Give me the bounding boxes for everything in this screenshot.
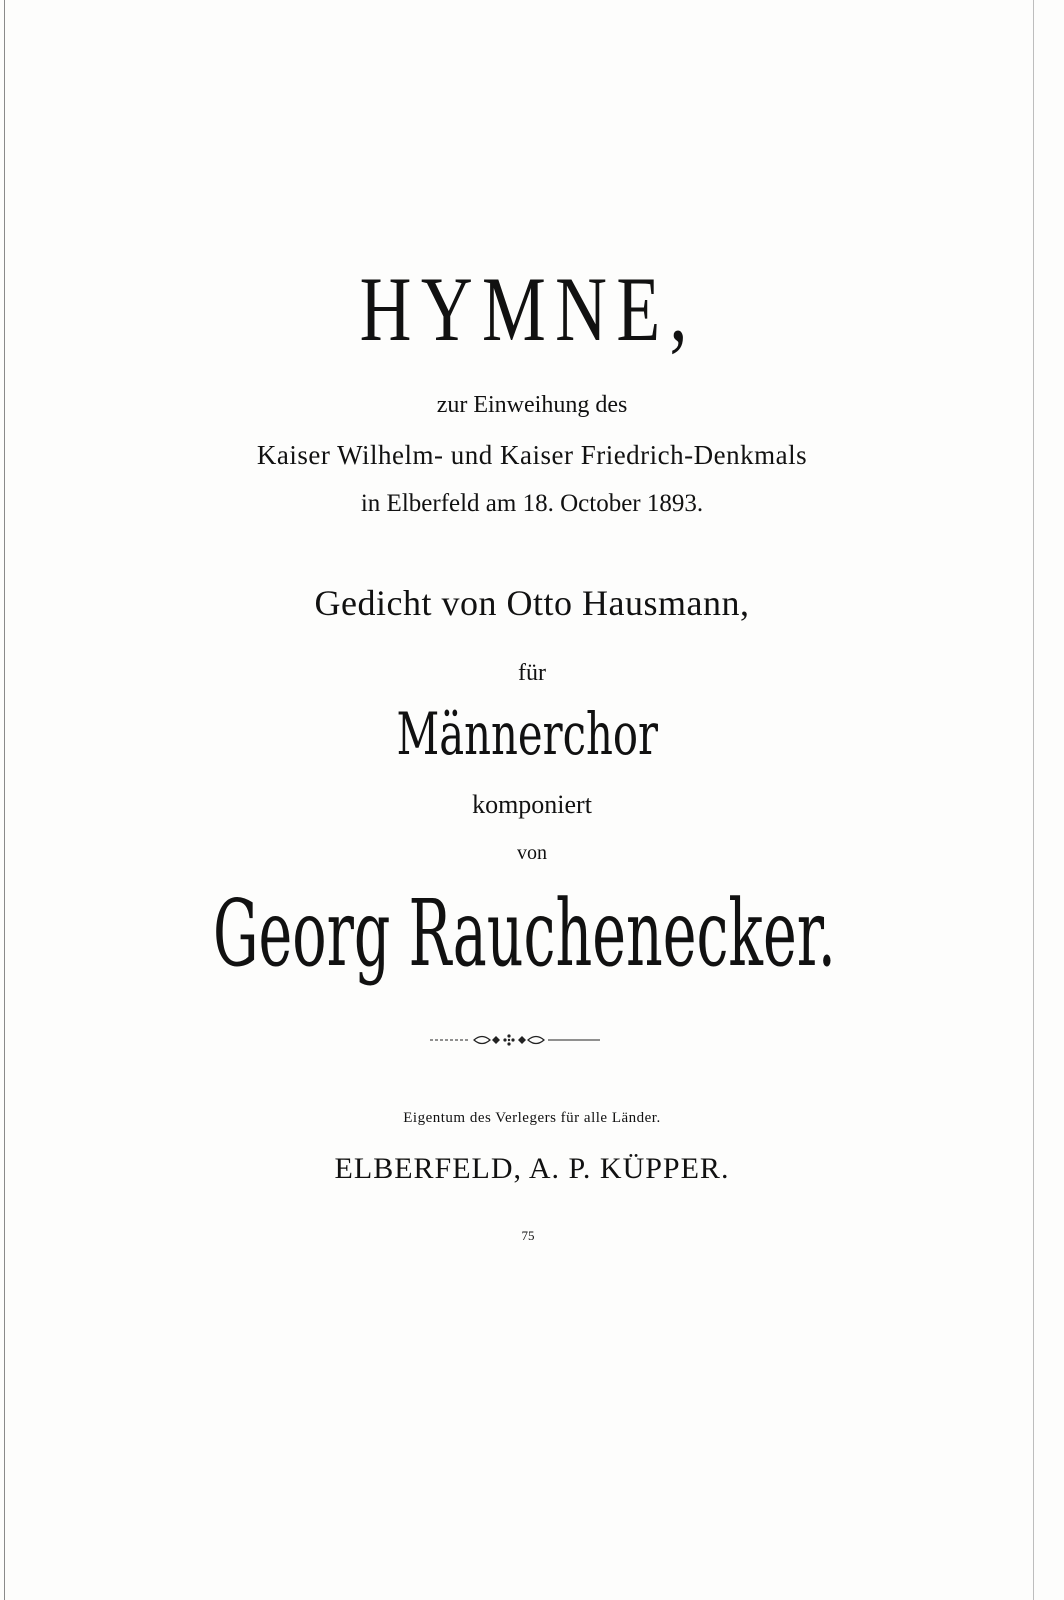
by-label: von — [517, 842, 547, 864]
for-label: für — [518, 660, 546, 686]
composed-label: komponiert — [472, 790, 592, 819]
poem-credit: Gedicht von Otto Hausmann, — [314, 583, 750, 623]
subtitle-line-2: Kaiser Wilhelm- und Kaiser Friedrich-Denkmals — [256, 440, 808, 470]
composer-name: Georg Rauchenecker. — [212, 880, 836, 987]
work-title: HYMNE, — [359, 258, 697, 360]
publisher: ELBERFELD, A. P. KÜPPER. — [334, 1152, 730, 1185]
plate-number: 75 — [521, 1228, 535, 1243]
rights-notice: Eigentum des Verlegers für alle Länder. — [403, 1110, 661, 1126]
subtitle-line-1: zur Einweihung des — [436, 392, 628, 418]
ensemble-name: Männerchor — [396, 700, 658, 768]
subtitle-line-3: in Elberfeld am 18. October 1893. — [360, 490, 704, 517]
decorative-divider-icon — [430, 1030, 600, 1050]
